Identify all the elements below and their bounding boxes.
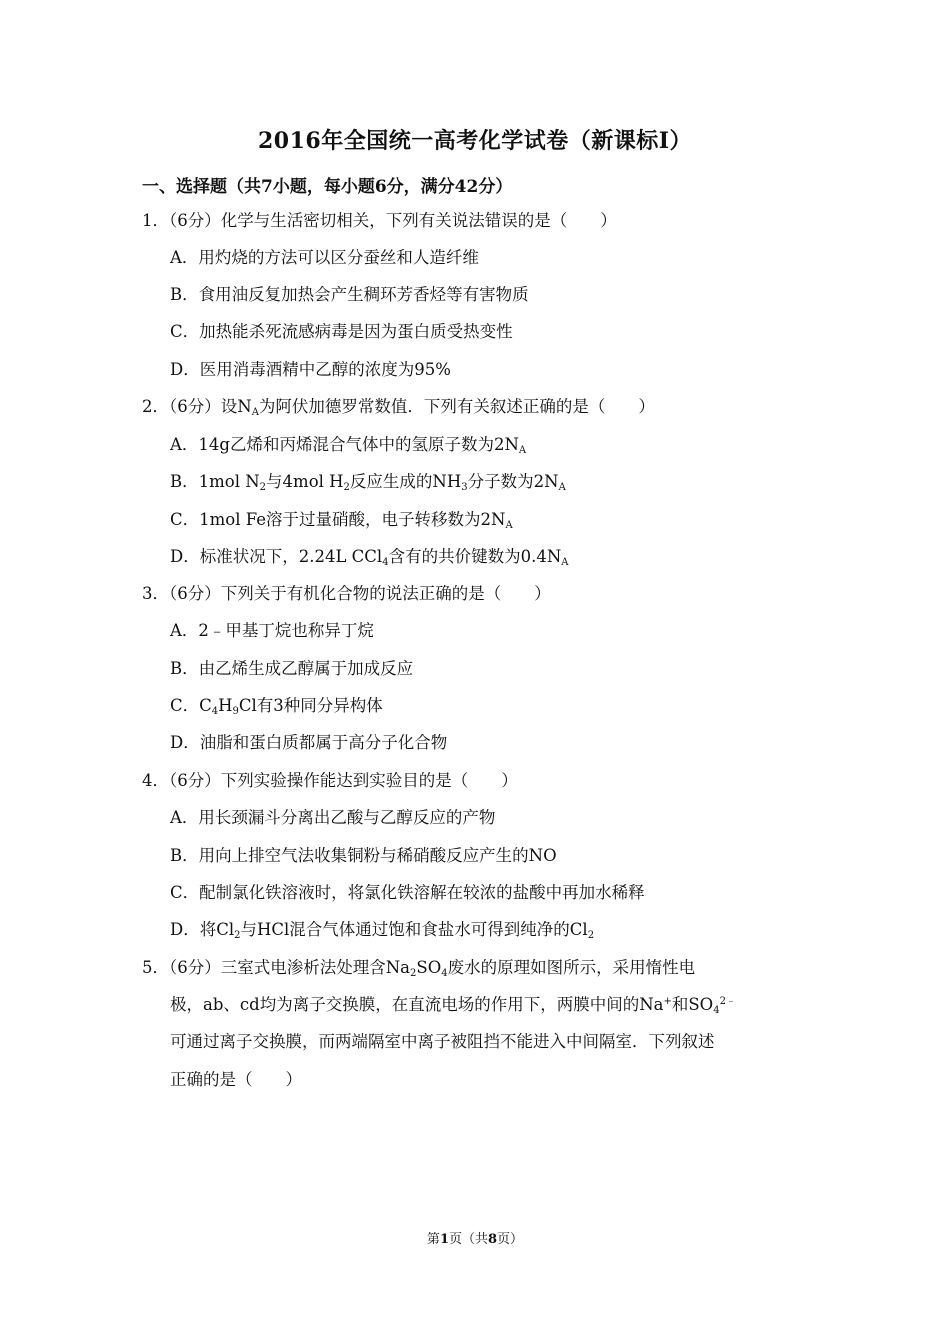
section-heading: 一、选择题（共7小题，每小题6分，满分42分）	[142, 177, 513, 197]
question-2-stem: 2．（6分）设$N_A$为阿伏加德罗常数值．下列有关叙述正确的是（ ）	[142, 397, 655, 418]
question-2-option-c: C．1mol Fe溶于过量硝酸，电子转移数为$2N_A$	[170, 510, 513, 531]
question-4-option-b: B．用向上排空气法收集铜粉与稀硝酸反应产生的NO	[170, 846, 557, 865]
question-4-option-d: D．将$Cl_2$与HCl混合气体通过饱和食盐水可得到纯净的$Cl_2$	[170, 920, 595, 941]
question-5-stem-line-4: 正确的是（ ）	[170, 1070, 302, 1089]
total-page-count: 8	[488, 1232, 498, 1247]
question-3-option-a: A．2﹣甲基丁烷也称异丁烷	[170, 621, 374, 640]
question-1-stem: 1．（6分）化学与生活密切相关，下列有关说法错误的是（ ）	[142, 211, 617, 230]
question-3-stem: 3．（6分）下列关于有机化合物的说法正确的是（ ）	[142, 584, 551, 603]
question-5-stem-line-1: 5．（6分）三室式电渗析法处理含$Na_2SO_4$废水的原理如图所示，采用惰性电	[142, 958, 696, 979]
question-5-stem-line-3: 可通过离子交换膜，而两端隔室中离子被阻挡不能进入中间隔室．下列叙述	[170, 1032, 715, 1051]
question-4-option-c: C．配制氯化铁溶液时，将氯化铁溶解在较浓的盐酸中再加水稀释	[170, 883, 645, 902]
question-4-stem: 4．（6分）下列实验操作能达到实验目的是（ ）	[142, 771, 518, 790]
question-1-option-a: A．用灼烧的方法可以区分蚕丝和人造纤维	[170, 248, 479, 267]
question-2-option-b: B．1mol $N_2$与4mol $H_2$反应生成的$NH_3$分子数为$2N_A$	[170, 472, 566, 493]
question-4-option-a: A．用长颈漏斗分离出乙酸与乙醇反应的产物	[170, 808, 496, 827]
current-page-number: 1	[439, 1232, 449, 1247]
question-1-option-d: D．医用消毒酒精中乙醇的浓度为95%	[170, 360, 451, 379]
question-5-stem-line-2: 极，ab、cd均为离子交换膜，在直流电场的作用下，两膜中间的Na+和$SO_4^{2﹣}$	[170, 995, 736, 1016]
question-3-option-c: C．$C_4H_9Cl$有3种同分异构体	[170, 696, 383, 717]
question-2-option-a: A．14g乙烯和丙烯混合气体中的氢原子数为$2N_A$	[170, 435, 527, 456]
question-1-option-b: B．食用油反复加热会产生稠环芳香烃等有害物质	[170, 285, 529, 304]
page-footer: 第1页（共8页）	[426, 1232, 524, 1247]
question-3-option-d: D．油脂和蛋白质都属于高分子化合物	[170, 733, 448, 752]
question-1-option-c: C．加热能杀死流感病毒是因为蛋白质受热变性	[170, 322, 513, 341]
question-3-option-b: B．由乙烯生成乙醇属于加成反应	[170, 659, 414, 678]
question-2-option-d: D．标准状况下，2.24L CCl$_4$含有的共价键数为$0.4N_A$	[170, 547, 569, 568]
page-title: 2016年全国统一高考化学试卷（新课标Ⅰ）	[257, 128, 693, 154]
